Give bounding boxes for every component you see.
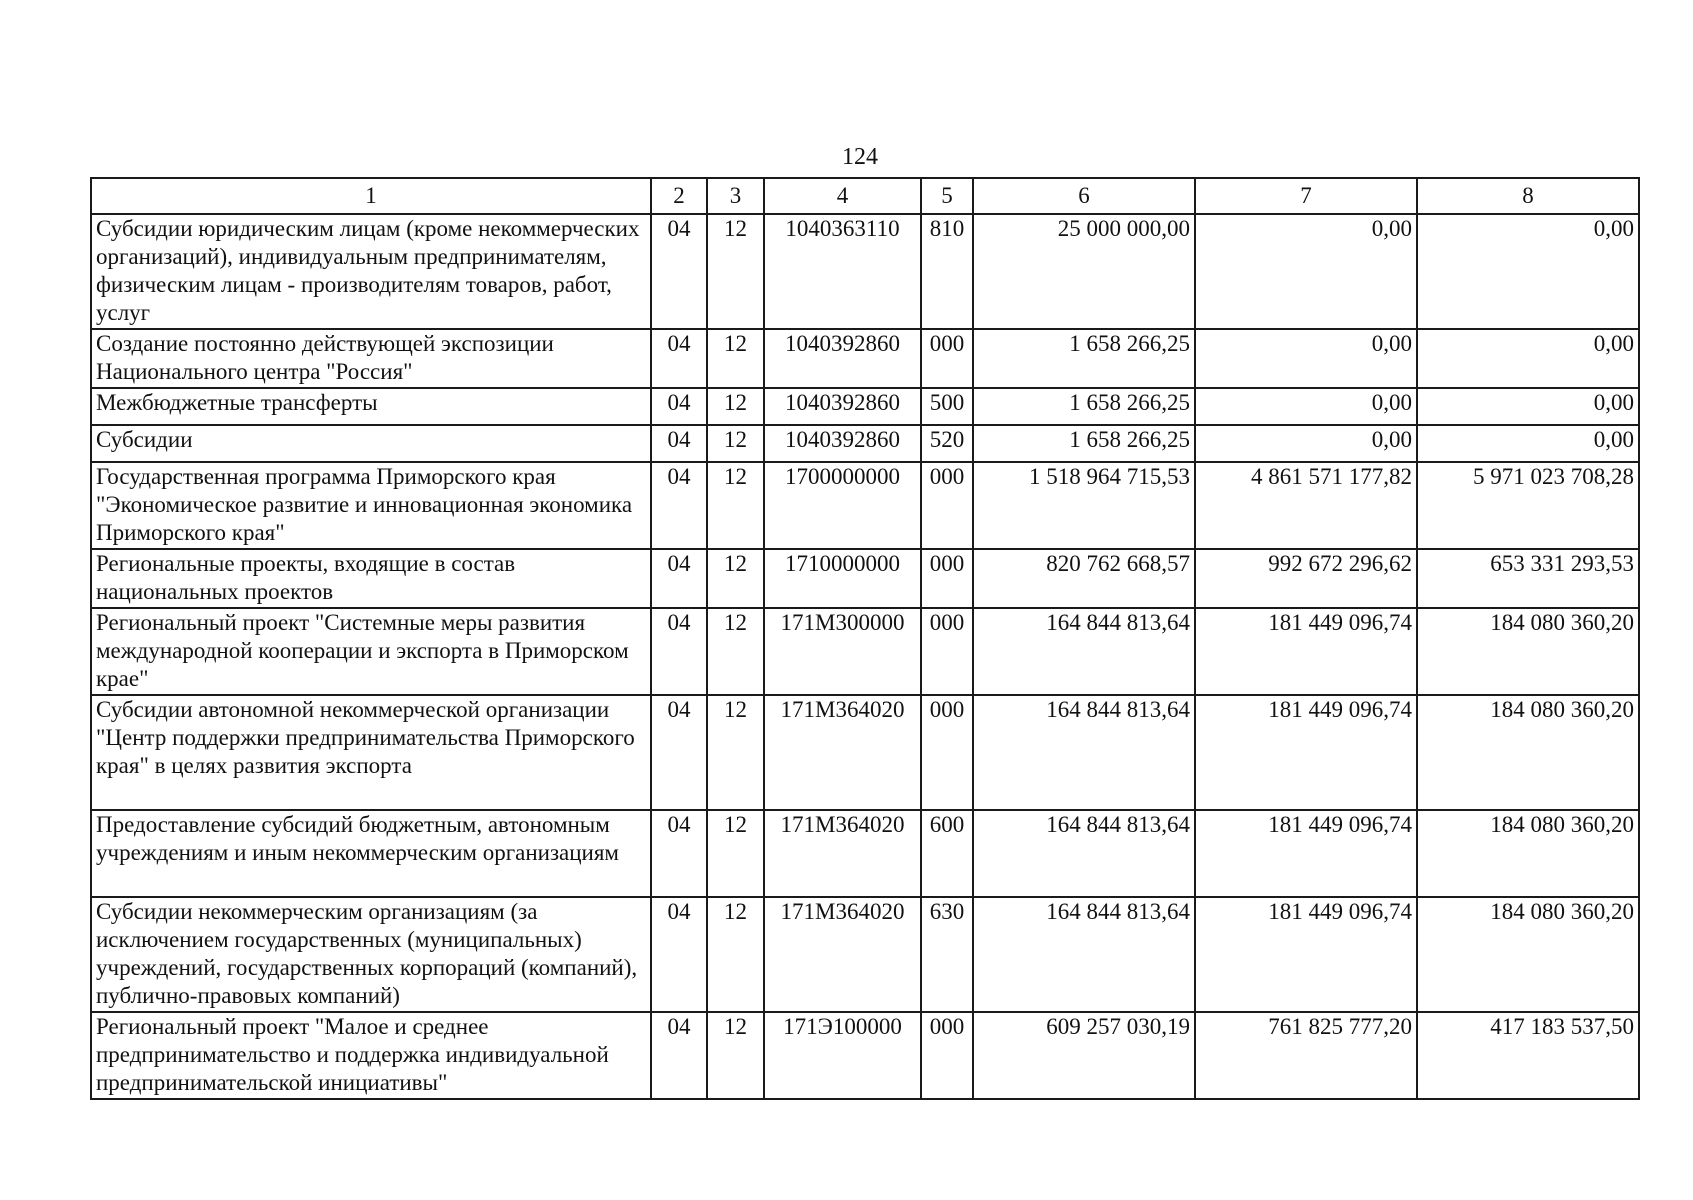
column-header: 8 (1417, 178, 1639, 214)
column-header: 6 (973, 178, 1195, 214)
amount-col8: 0,00 (1417, 214, 1639, 329)
subsection-code: 12 (707, 810, 764, 897)
amount-col6: 164 844 813,64 (973, 608, 1195, 695)
section-code: 04 (651, 388, 707, 425)
section-code: 04 (651, 810, 707, 897)
target-article-code: 1040392860 (764, 329, 921, 388)
expense-type-code: 500 (921, 388, 973, 425)
amount-col6: 25 000 000,00 (973, 214, 1195, 329)
amount-col6: 164 844 813,64 (973, 897, 1195, 1012)
column-header: 2 (651, 178, 707, 214)
table-row (91, 329, 1639, 388)
row-name: Региональный проект "Системные меры развития международной кооперации и экспорта в Приморском крае" (91, 608, 651, 695)
section-code: 04 (651, 1012, 707, 1099)
table-row (91, 897, 1639, 1012)
amount-col7: 181 449 096,74 (1195, 695, 1417, 810)
target-article-code: 171M364020 (764, 810, 921, 897)
amount-col6: 820 762 668,57 (973, 549, 1195, 608)
target-article-code: 1700000000 (764, 462, 921, 549)
amount-col7: 181 449 096,74 (1195, 608, 1417, 695)
table-row (91, 462, 1639, 549)
table-row (91, 810, 1639, 897)
row-name: Создание постоянно действующей экспозиции Национального центра "Россия" (91, 329, 651, 388)
subsection-code: 12 (707, 388, 764, 425)
subsection-code: 12 (707, 425, 764, 462)
amount-col7: 761 825 777,20 (1195, 1012, 1417, 1099)
subsection-code: 12 (707, 897, 764, 1012)
amount-col6: 609 257 030,19 (973, 1012, 1195, 1099)
section-code: 04 (651, 608, 707, 695)
expense-type-code: 000 (921, 695, 973, 810)
page-number: 124 (842, 144, 878, 170)
amount-col8: 653 331 293,53 (1417, 549, 1639, 608)
row-name: Субсидии некоммерческим организациям (за исключением государственных (муниципальных) учреждений, государственных корпораций (компаний), публично-правовых компаний) (91, 897, 651, 1012)
budget-table (90, 177, 1640, 1100)
amount-col8: 184 080 360,20 (1417, 897, 1639, 1012)
column-header: 1 (91, 178, 651, 214)
column-header: 7 (1195, 178, 1417, 214)
subsection-code: 12 (707, 462, 764, 549)
target-article-code: 1040363110 (764, 214, 921, 329)
amount-col7: 0,00 (1195, 425, 1417, 462)
amount-col8: 184 080 360,20 (1417, 810, 1639, 897)
amount-col6: 1 658 266,25 (973, 388, 1195, 425)
expense-type-code: 600 (921, 810, 973, 897)
table-row (91, 695, 1639, 810)
section-code: 04 (651, 462, 707, 549)
expense-type-code: 000 (921, 329, 973, 388)
subsection-code: 12 (707, 549, 764, 608)
target-article-code: 171M364020 (764, 897, 921, 1012)
expense-type-code: 520 (921, 425, 973, 462)
amount-col8: 0,00 (1417, 388, 1639, 425)
amount-col7: 0,00 (1195, 329, 1417, 388)
amount-col7: 181 449 096,74 (1195, 897, 1417, 1012)
amount-col8: 5 971 023 708,28 (1417, 462, 1639, 549)
subsection-code: 12 (707, 214, 764, 329)
amount-col8: 184 080 360,20 (1417, 608, 1639, 695)
amount-col8: 0,00 (1417, 425, 1639, 462)
section-code: 04 (651, 425, 707, 462)
table-row (91, 549, 1639, 608)
row-name: Предоставление субсидий бюджетным, автономным учреждениям и иным некоммерческим организациям (91, 810, 651, 897)
amount-col6: 1 658 266,25 (973, 329, 1195, 388)
table-header-row (91, 178, 1639, 214)
table-row (91, 425, 1639, 462)
column-header: 3 (707, 178, 764, 214)
section-code: 04 (651, 897, 707, 1012)
column-header: 4 (764, 178, 921, 214)
amount-col7: 0,00 (1195, 388, 1417, 425)
section-code: 04 (651, 214, 707, 329)
amount-col7: 181 449 096,74 (1195, 810, 1417, 897)
expense-type-code: 000 (921, 608, 973, 695)
expense-type-code: 810 (921, 214, 973, 329)
row-name: Межбюджетные трансферты (91, 388, 651, 425)
table-row (91, 608, 1639, 695)
amount-col6: 1 658 266,25 (973, 425, 1195, 462)
row-name: Субсидии автономной некоммерческой организации "Центр поддержки предпринимательства Приморского края" в целях развития экспорта (91, 695, 651, 810)
row-name: Региональный проект "Малое и среднее предпринимательство и поддержка индивидуальной предпринимательской инициативы" (91, 1012, 651, 1099)
expense-type-code: 000 (921, 1012, 973, 1099)
column-header: 5 (921, 178, 973, 214)
expense-type-code: 000 (921, 549, 973, 608)
section-code: 04 (651, 549, 707, 608)
amount-col6: 164 844 813,64 (973, 810, 1195, 897)
subsection-code: 12 (707, 1012, 764, 1099)
target-article-code: 1040392860 (764, 388, 921, 425)
row-name: Субсидии юридическим лицам (кроме некоммерческих организаций), индивидуальным предпринимателям, физическим лицам - производителям товаров, работ, услуг (91, 214, 651, 329)
section-code: 04 (651, 695, 707, 810)
amount-col7: 4 861 571 177,82 (1195, 462, 1417, 549)
subsection-code: 12 (707, 329, 764, 388)
expense-type-code: 000 (921, 462, 973, 549)
amount-col6: 164 844 813,64 (973, 695, 1195, 810)
amount-col8: 0,00 (1417, 329, 1639, 388)
expense-type-code: 630 (921, 897, 973, 1012)
row-name: Государственная программа Приморского края "Экономическое развитие и инновационная экономика Приморского края" (91, 462, 651, 549)
target-article-code: 1710000000 (764, 549, 921, 608)
table-row (91, 214, 1639, 329)
target-article-code: 171M300000 (764, 608, 921, 695)
target-article-code: 171M364020 (764, 695, 921, 810)
section-code: 04 (651, 329, 707, 388)
amount-col6: 1 518 964 715,53 (973, 462, 1195, 549)
row-name: Субсидии (91, 425, 651, 462)
amount-col8: 417 183 537,50 (1417, 1012, 1639, 1099)
amount-col8: 184 080 360,20 (1417, 695, 1639, 810)
amount-col7: 0,00 (1195, 214, 1417, 329)
target-article-code: 171Э100000 (764, 1012, 921, 1099)
table-row (91, 388, 1639, 425)
subsection-code: 12 (707, 608, 764, 695)
subsection-code: 12 (707, 695, 764, 810)
amount-col7: 992 672 296,62 (1195, 549, 1417, 608)
table-row (91, 1012, 1639, 1099)
row-name: Региональные проекты, входящие в состав национальных проектов (91, 549, 651, 608)
target-article-code: 1040392860 (764, 425, 921, 462)
